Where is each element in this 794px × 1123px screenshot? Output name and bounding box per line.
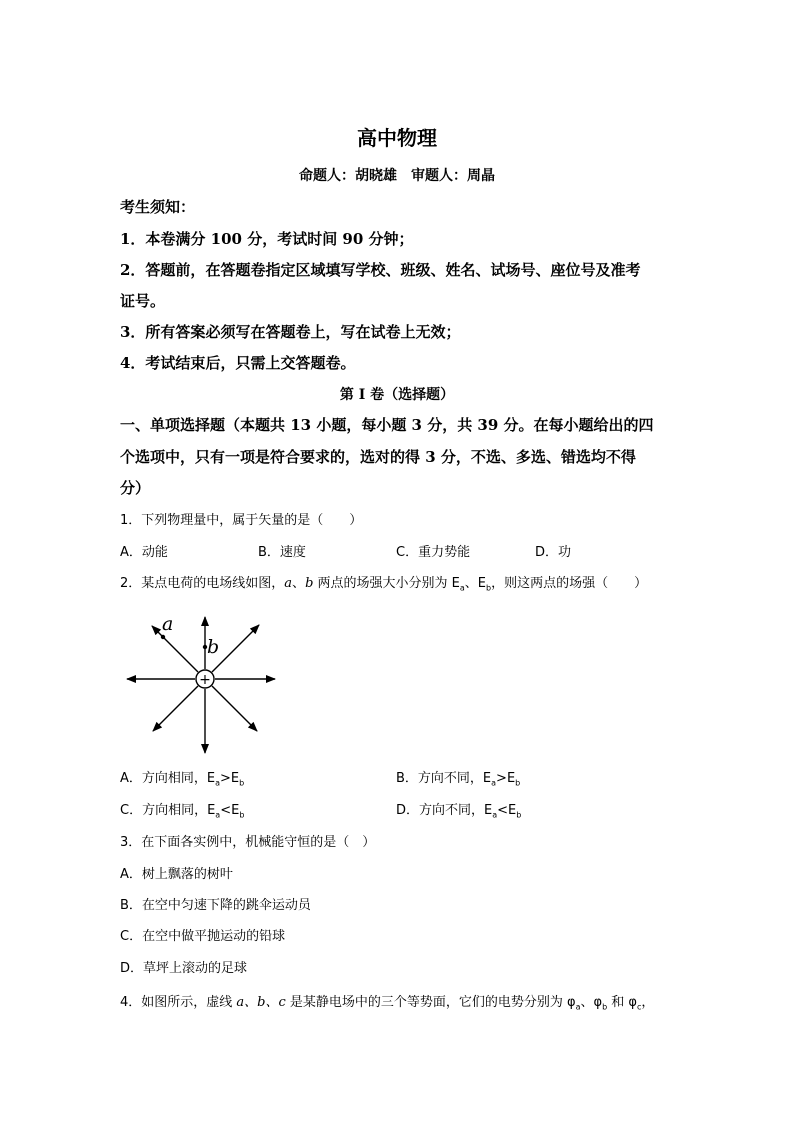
q2-stem: 2．某点电荷的电场线如图，a、b 两点的场强大小分别为 $E_a$、$E_b$，则这两点的场强（ ） xyxy=(120,576,648,593)
page-title: 高中物理 xyxy=(357,126,437,150)
q2-option-d: D．方向不同，$E_a<E_b$ xyxy=(396,803,522,820)
charge-sign: + xyxy=(199,672,211,688)
field-line-southwest xyxy=(153,686,198,731)
notice-heading: 考生须知： xyxy=(120,198,196,216)
q3-option-c: C．在空中做平抛运动的铅球 xyxy=(120,929,286,944)
section-title: 第 I 卷（选择题） xyxy=(339,387,455,403)
q4-stem: 4．如图所示，虚线 a、b、c 是某静电场中的三个等势面，它们的电势分别为 $\varphi_a$、$\varphi_b$ 和 $\varphi_c$， xyxy=(120,995,655,1012)
q1-option-a: A．动能 xyxy=(120,545,168,560)
notice-item-2-cont: 证号。 xyxy=(120,292,166,310)
q2-option-c: C．方向相同，$E_a<E_b$ xyxy=(120,803,245,820)
part1-line-3: 分） xyxy=(120,479,151,497)
notice-item-1: 1．本卷满分 100 分，考试时间 90 分钟； xyxy=(120,230,414,248)
field-line-southeast xyxy=(212,686,257,731)
electric-field-figure xyxy=(120,605,290,760)
point-a-label: a xyxy=(162,613,174,635)
notice-item-2: 2．答题前，在答题卷指定区域填写学校、班级、姓名、试场号、座位号及准考 xyxy=(120,261,641,279)
notice-item-4: 4．考试结束后，只需上交答题卷。 xyxy=(120,354,356,372)
field-line-northwest xyxy=(152,626,198,672)
q1-option-b: B．速度 xyxy=(258,545,306,560)
authors-line: 命题人：胡晓雄 审题人：周晶 xyxy=(299,168,495,184)
notice-item-3: 3．所有答案必须写在答题卷上，写在试卷上无效； xyxy=(120,323,461,341)
point-a-dot xyxy=(161,635,165,639)
q1-stem: 1．下列物理量中，属于矢量的是（ ） xyxy=(120,513,363,528)
q3-option-a: A．树上飘落的树叶 xyxy=(120,867,233,882)
q1-option-c: C．重力势能 xyxy=(396,545,471,560)
q2-option-a: A．方向相同，$E_a>E_b$ xyxy=(120,771,245,788)
point-b-label: b xyxy=(207,636,220,658)
q3-stem: 3．在下面各实例中，机械能守恒的是（ ） xyxy=(120,835,376,850)
q3-option-b: B．在空中匀速下降的跳伞运动员 xyxy=(120,898,311,913)
q3-option-d: D．草坪上滚动的足球 xyxy=(120,961,248,976)
part1-line-1: 一、单项选择题（本题共 13 小题，每小题 3 分，共 39 分。在每小题给出的四 xyxy=(120,416,654,434)
part1-line-2: 个选项中，只有一项是符合要求的，选对的得 3 分，不选、多选、错选均不得 xyxy=(120,448,636,466)
q1-option-d: D．功 xyxy=(535,545,572,560)
q2-option-b: B．方向不同，$E_a>E_b$ xyxy=(396,771,521,788)
